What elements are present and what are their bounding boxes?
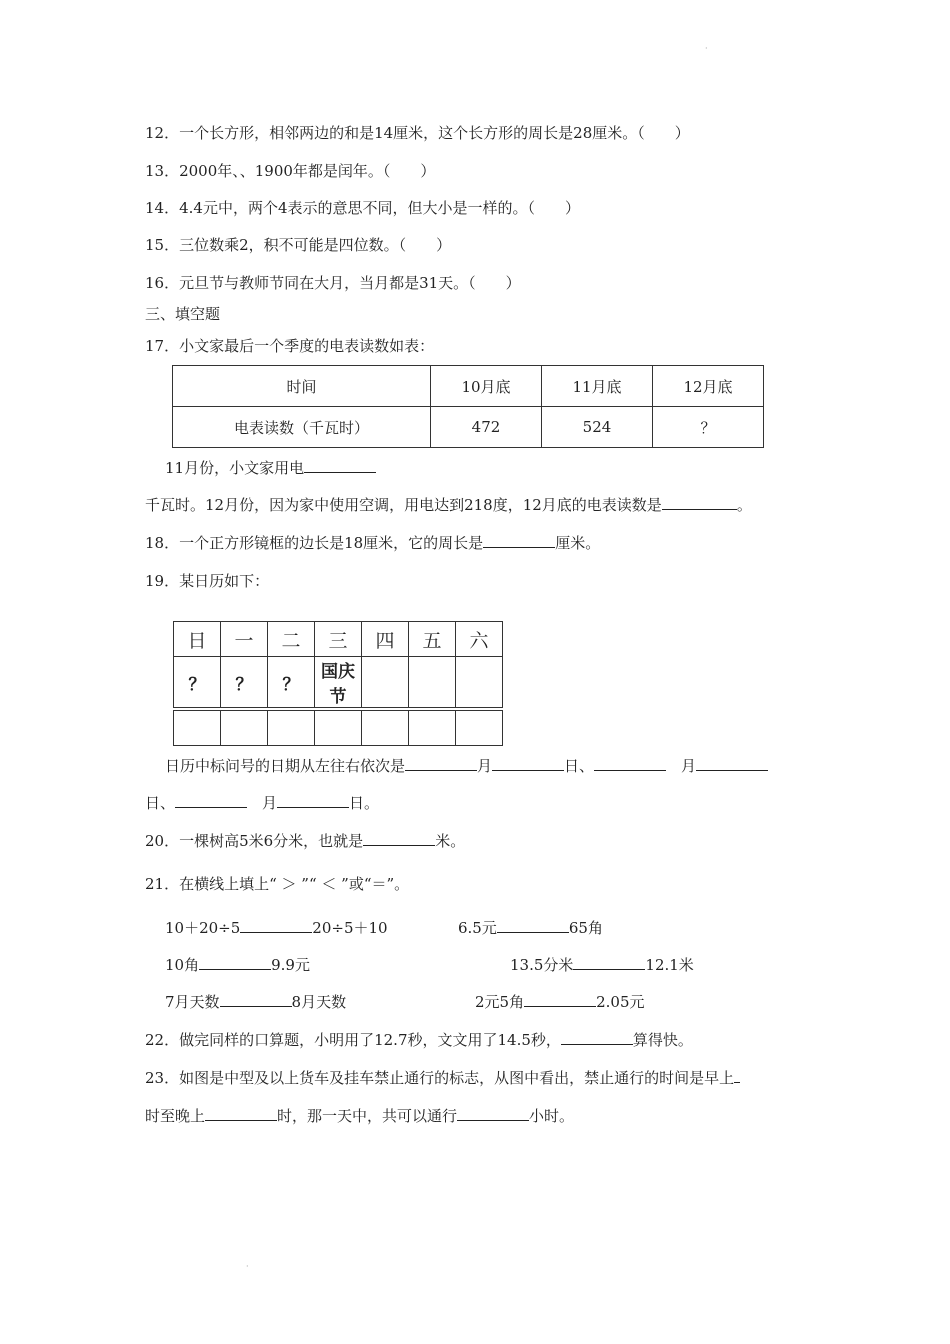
meter-header-cell: 10月底	[431, 366, 542, 407]
meter-cell: 472	[431, 407, 542, 448]
weekday-cell: 三	[315, 622, 362, 657]
comparison-item	[165, 992, 346, 1012]
q17-text: 。	[736, 496, 752, 514]
weekday-cell: 四	[362, 622, 409, 657]
question-17-intro: 17．小文家最后一个季度的电表读数如表：	[145, 337, 435, 355]
answer-blank[interactable]	[734, 1068, 740, 1083]
answer-blank[interactable]	[662, 495, 737, 510]
q19-text: 月	[247, 794, 278, 812]
meter-table	[172, 365, 764, 448]
weekday-cell: 一	[221, 622, 268, 657]
comparison-left: 13.5分米	[510, 956, 574, 974]
comparison-left: 10角	[165, 956, 200, 974]
comparison-item	[165, 955, 310, 975]
date-cell	[456, 657, 503, 710]
answer-blank[interactable]	[199, 955, 271, 970]
q23-text: 23．如图是中型及以上货车及挂车禁止通行的标志，从图中看出，禁止通行的时间是早上	[145, 1069, 735, 1087]
comparison-right: 2.05元	[596, 993, 645, 1011]
question-17-line2	[145, 495, 752, 515]
calendar-date-row	[174, 657, 503, 710]
comparison-left: 2元5角	[475, 993, 525, 1011]
answer-blank[interactable]	[175, 793, 247, 808]
question-23-line1	[145, 1068, 740, 1088]
footer-mark: ·	[246, 1262, 249, 1271]
question-21-intro: 21．在横线上填上“ ＞ ”“ ＜ ”或“＝”。	[145, 875, 410, 893]
question-17-line1	[165, 458, 376, 478]
question-22	[145, 1030, 693, 1050]
date-cell: ？	[268, 657, 315, 710]
answer-blank[interactable]	[205, 1106, 277, 1121]
date-cell: ？	[174, 657, 221, 710]
question-19-line2	[145, 793, 379, 813]
answer-blank[interactable]	[405, 756, 477, 771]
q20-text: 米。	[435, 832, 466, 850]
comparison-left: 7月天数	[165, 993, 220, 1011]
meter-cell: 电表读数（千瓦时）	[173, 407, 431, 448]
answer-blank[interactable]	[524, 992, 596, 1007]
national-day-cell: 国庆节	[315, 657, 362, 710]
q22-text: 22．做完同样的口算题，小明用了12.7秒，文文用了14.5秒，	[145, 1031, 561, 1049]
question-23-line2	[145, 1106, 574, 1126]
question-13: 13．2000年、、1900年都是闰年。（ ）	[145, 162, 436, 180]
question-19-line1	[165, 756, 768, 776]
answer-blank[interactable]	[594, 756, 666, 771]
q23-text: 小时。	[529, 1107, 575, 1125]
question-18	[145, 533, 600, 553]
comparison-right: 9.9元	[271, 956, 310, 974]
section-heading: 三、填空题	[145, 305, 221, 323]
q23-text: 时，那一天中，共可以通行	[277, 1107, 458, 1125]
calendar-empty-row	[174, 709, 503, 746]
comparison-left: 10＋20÷5	[165, 919, 241, 937]
meter-header-row	[173, 366, 764, 407]
weekday-cell: 五	[409, 622, 456, 657]
meter-header-cell: 12月底	[653, 366, 764, 407]
weekday-cell: 二	[268, 622, 315, 657]
q22-text: 算得快。	[632, 1031, 693, 1049]
answer-blank[interactable]	[492, 756, 564, 771]
comparison-item	[475, 992, 645, 1012]
comparison-item	[165, 918, 388, 938]
answer-blank[interactable]	[220, 992, 292, 1007]
question-12: 12．一个长方形，相邻两边的和是14厘米，这个长方形的周长是28厘米。（ ）	[145, 124, 690, 142]
answer-blank[interactable]	[363, 831, 435, 846]
question-20	[145, 831, 465, 851]
comparison-right: 65角	[568, 919, 603, 937]
q18-text: 18．一个正方形镜框的边长是18厘米，它的周长是	[145, 534, 484, 552]
answer-blank[interactable]	[573, 955, 645, 970]
weekday-cell: 六	[456, 622, 503, 657]
answer-blank[interactable]	[483, 533, 555, 548]
question-14: 14．4.4元中，两个4表示的意思不同，但大小是一样的。（ ）	[145, 199, 580, 217]
date-cell	[362, 657, 409, 710]
meter-header-cell: 时间	[173, 366, 431, 407]
question-16: 16．元旦节与教师节同在大月，当月都是31天。（ ）	[145, 274, 521, 292]
answer-blank[interactable]	[696, 756, 768, 771]
comparison-right: 8月天数	[291, 993, 347, 1011]
question-15: 15．三位数乘2，积不可能是四位数。（ ）	[145, 236, 452, 254]
q17-text: 千瓦时。12月份，因为家中使用空调，用电达到218度，12月底的电表读数是	[145, 496, 662, 514]
q17-text: 11月份，小文家用电	[165, 459, 305, 477]
meter-reading-row	[173, 407, 764, 448]
answer-blank[interactable]	[304, 458, 376, 473]
answer-blank[interactable]	[240, 918, 312, 933]
answer-blank[interactable]	[457, 1106, 529, 1121]
q23-text: 时至晚上	[145, 1107, 206, 1125]
q19-text: 月	[477, 757, 493, 775]
question-19-intro: 19．某日历如下：	[145, 572, 270, 590]
date-cell	[409, 657, 456, 710]
answer-blank[interactable]	[497, 918, 569, 933]
q18-text: 厘米。	[555, 534, 601, 552]
q19-text: 日、	[145, 794, 176, 812]
meter-header-cell: 11月底	[542, 366, 653, 407]
weekday-cell: 日	[174, 622, 221, 657]
calendar-weekday-row	[174, 622, 503, 657]
q20-text: 20．一棵树高5米6分米，也就是	[145, 832, 364, 850]
q19-text: 日、	[564, 757, 595, 775]
meter-cell: ？	[653, 407, 764, 448]
calendar-table	[173, 621, 503, 746]
comparison-item	[458, 918, 603, 938]
date-cell: ？	[221, 657, 268, 710]
comparison-left: 6.5元	[458, 919, 497, 937]
comparison-item	[510, 955, 694, 975]
q19-text: 日历中标问号的日期从左往右依次是	[165, 757, 406, 775]
comparison-right: 20÷5＋10	[312, 919, 388, 937]
meter-cell: 524	[542, 407, 653, 448]
answer-blank[interactable]	[277, 793, 349, 808]
answer-blank[interactable]	[561, 1030, 633, 1045]
q19-text: 月	[666, 757, 697, 775]
q19-text: 日。	[349, 794, 380, 812]
comparison-right: 12.1米	[645, 956, 694, 974]
corner-mark: ·	[705, 44, 708, 53]
